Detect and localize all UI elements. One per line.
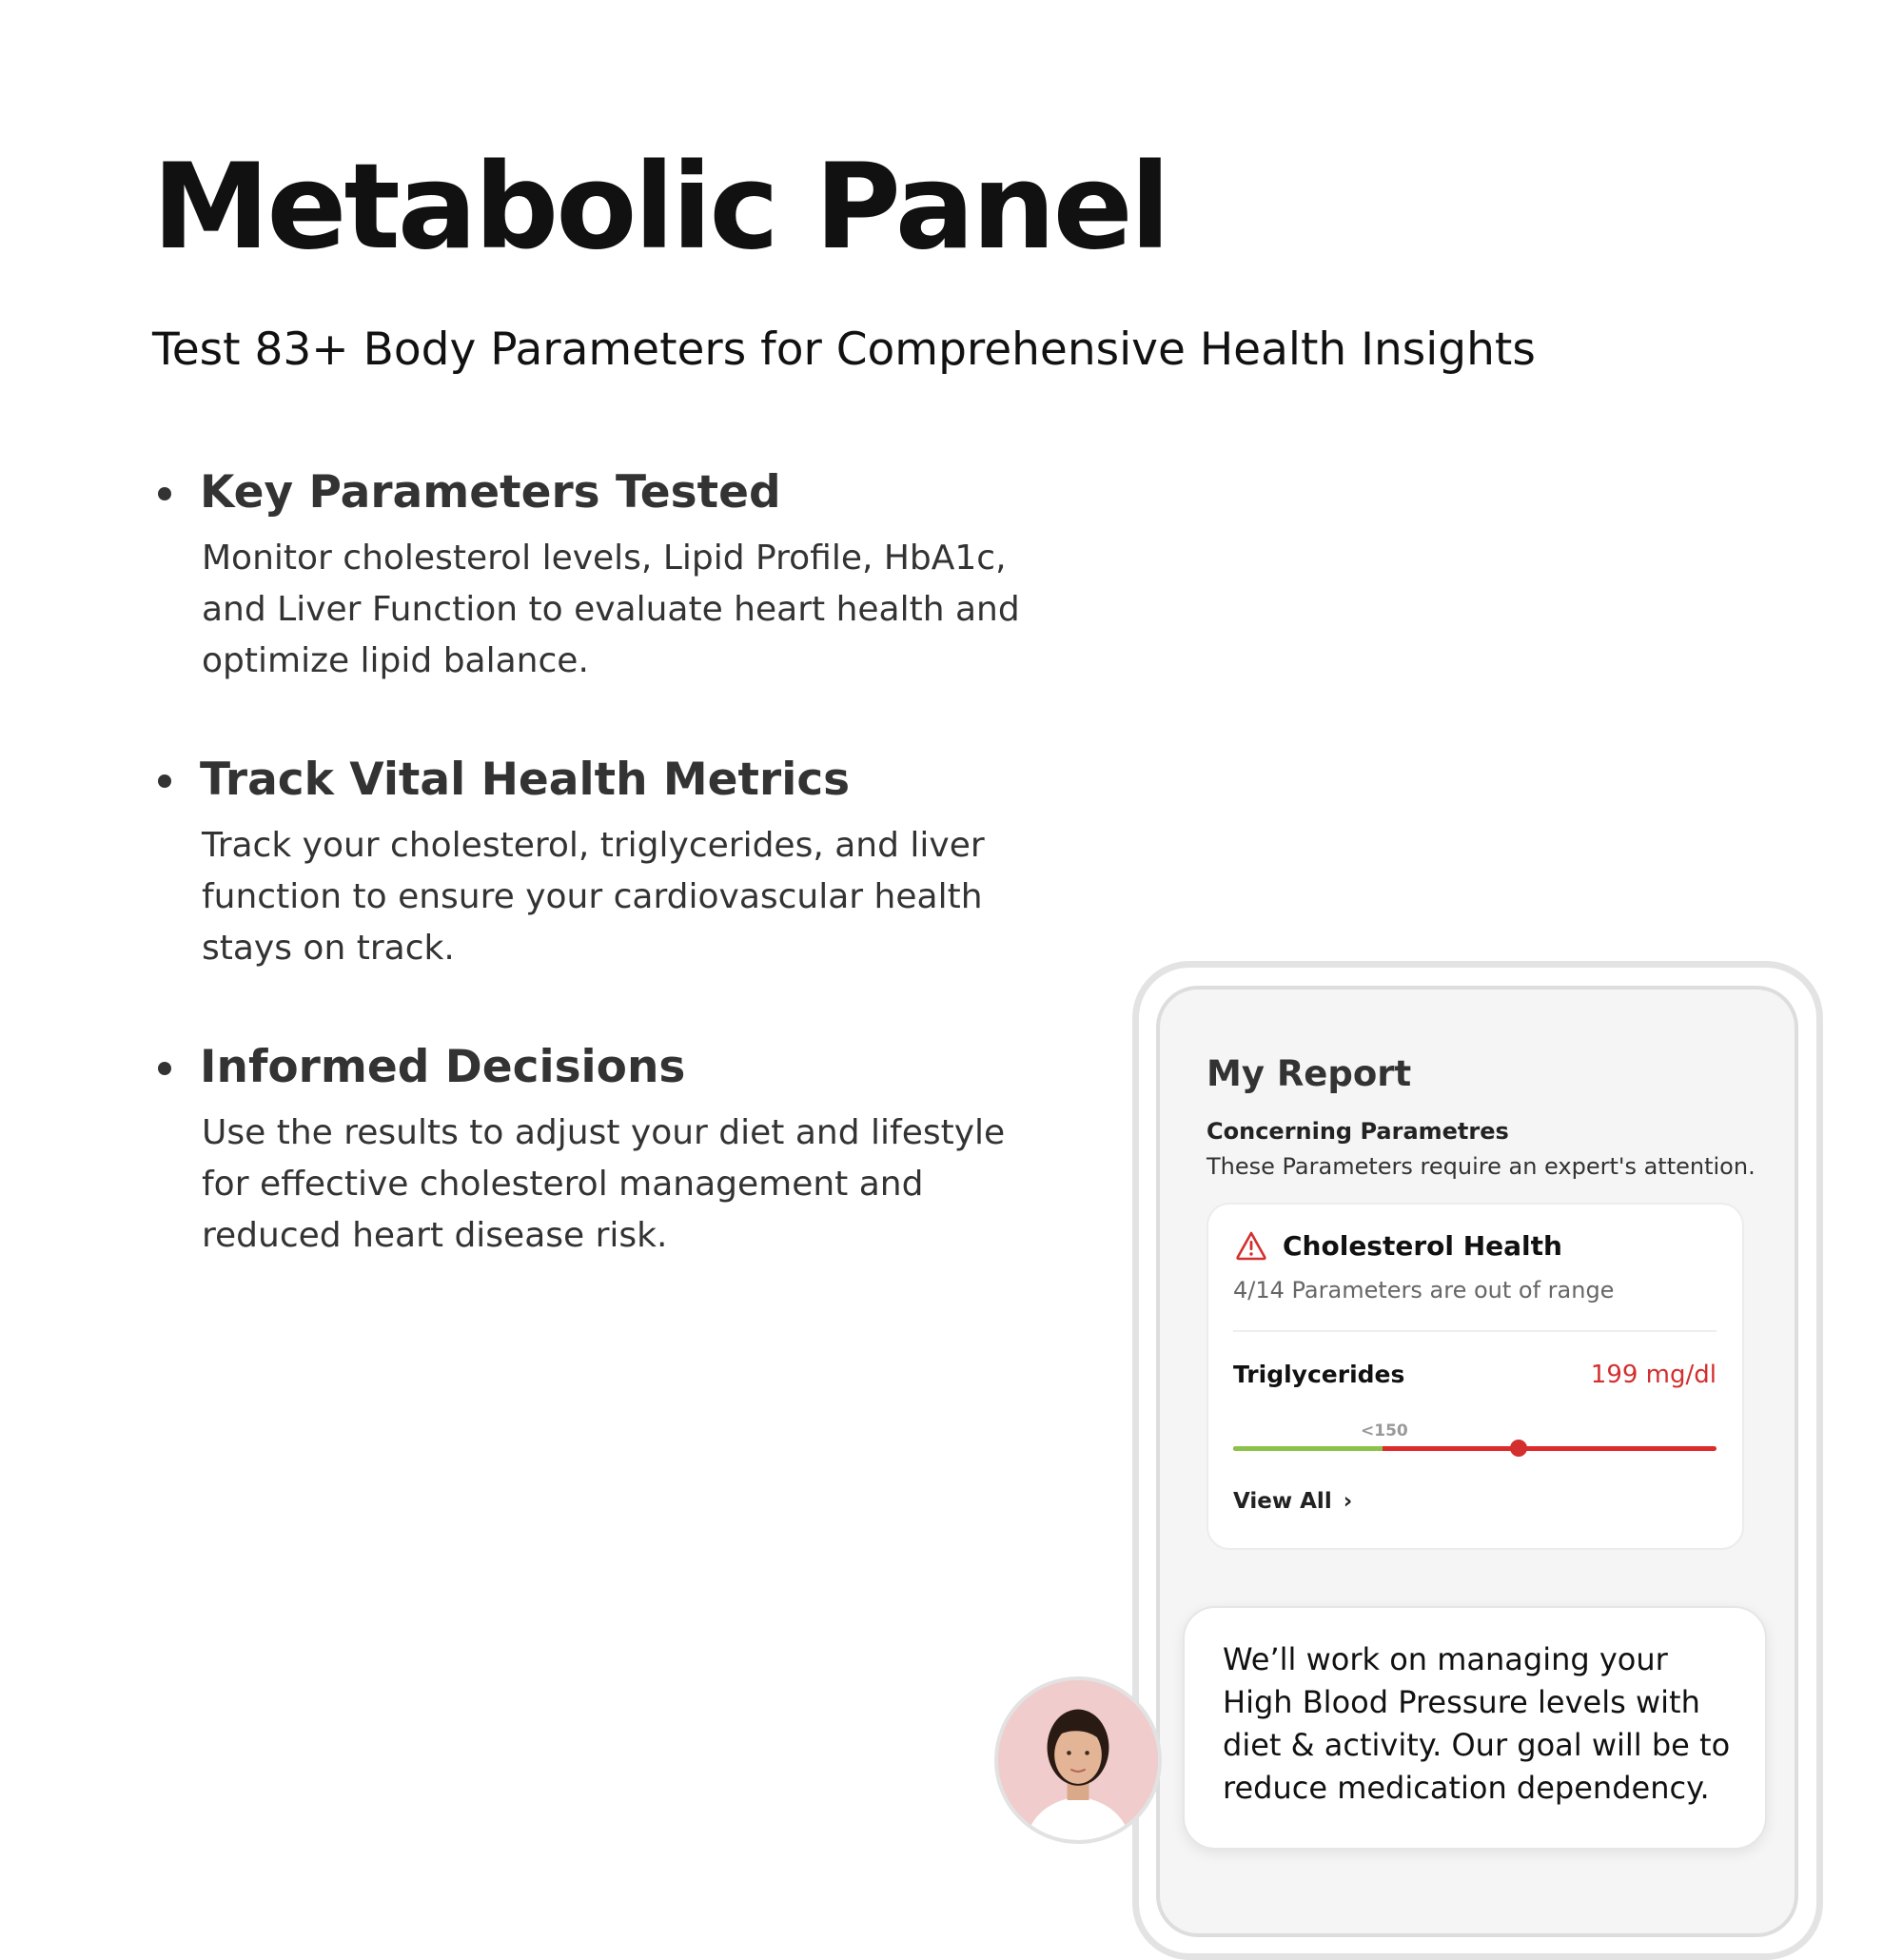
report-title: My Report	[1207, 1053, 1412, 1094]
avatar	[994, 1676, 1162, 1844]
page-title: Metabolic Panel	[152, 139, 1168, 276]
avatar-portrait-icon	[998, 1680, 1158, 1840]
bullet-dot	[158, 1062, 171, 1075]
feature-description: Track your cholesterol, triglycerides, and liver function to ensure your cardiovascular health stays on track.	[202, 826, 985, 968]
parameter-name: Triglycerides	[1233, 1361, 1405, 1388]
divider	[1233, 1330, 1717, 1332]
page-subtitle: Test 83+ Body Parameters for Comprehensive Health Insights	[152, 323, 1536, 376]
bullet-dot	[158, 487, 171, 500]
range-bar-normal-segment	[1233, 1446, 1383, 1451]
chat-message: We’ll work on managing your High Blood Pressure levels with diet & activity. Our goal will be to reduce medication dependency.	[1223, 1641, 1731, 1806]
warning-triangle-icon	[1235, 1230, 1267, 1261]
card-subtitle: 4/14 Parameters are out of range	[1233, 1277, 1615, 1303]
feature-description: Monitor cholesterol levels, Lipid Profile, HbA1c, and Liver Function to evaluate heart health and optimize lipid balance.	[202, 539, 1020, 680]
chevron-right-icon: ›	[1343, 1489, 1353, 1514]
concerning-parameters-description: These Parameters require an expert's attention.	[1207, 1153, 1756, 1180]
range-threshold-label: <150	[1361, 1421, 1408, 1441]
view-all-link[interactable]	[1233, 1489, 1352, 1514]
feature-title: Key Parameters Tested	[200, 466, 781, 519]
feature-title: Informed Decisions	[200, 1041, 686, 1093]
view-all-label: View All	[1233, 1489, 1332, 1514]
parameter-value: 199 mg/dl	[1590, 1361, 1717, 1389]
feature-title: Track Vital Health Metrics	[200, 754, 851, 806]
bullet-dot	[158, 774, 171, 788]
range-value-marker	[1510, 1440, 1527, 1457]
range-bar	[1233, 1446, 1717, 1451]
feature-description: Use the results to adjust your diet and lifestyle for effective cholesterol management and reduced heart disease risk.	[202, 1113, 1006, 1255]
card-title: Cholesterol Health	[1283, 1230, 1562, 1262]
concerning-parameters-heading: Concerning Parametres	[1207, 1118, 1509, 1145]
